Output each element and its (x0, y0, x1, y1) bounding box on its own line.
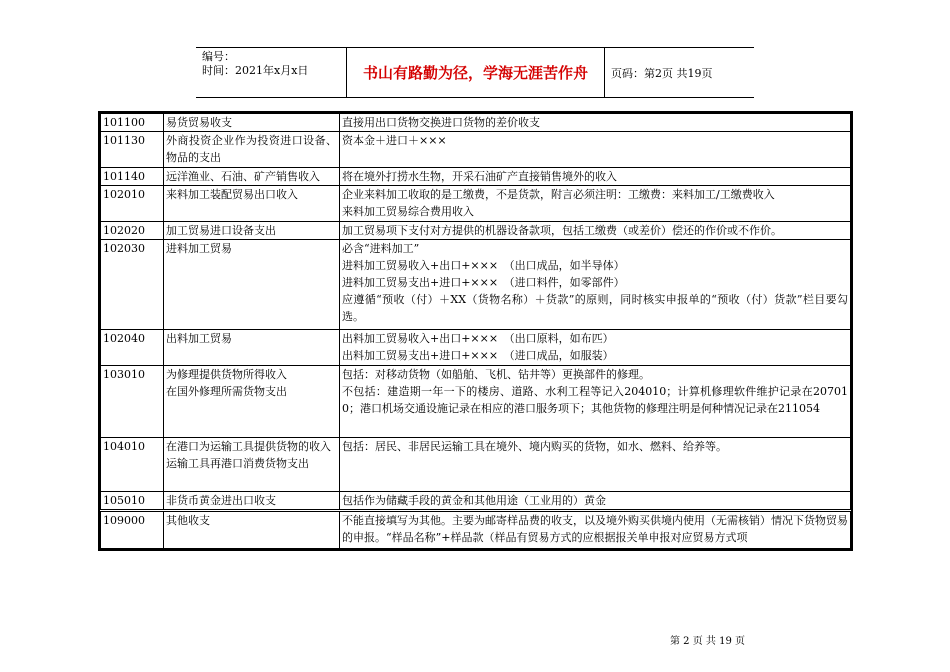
table-row (101, 511, 851, 549)
name-cell: 加工贸易进口设备支出 (164, 222, 340, 240)
name-cell: 出料加工贸易 (164, 330, 340, 366)
table-row (101, 132, 851, 168)
code-cell: 102020 (101, 222, 164, 240)
desc-cell: 企业来料加工收取的是工缴费，不是货款，附言必须注明：工缴费：来料加工/工缴费收入 来料加工贸易综合费用收入 (340, 186, 851, 222)
code-cell: 101140 (101, 168, 164, 186)
code-table (100, 113, 851, 549)
name-cell: 易货贸易收支 (164, 114, 340, 132)
desc-cell: 资本金＋进口＋××× (340, 132, 851, 168)
table-row (101, 186, 851, 222)
name-cell: 为修理提供货物所得收入 在国外修理所需货物支出 (164, 366, 340, 438)
desc-cell: 包括作为储藏手段的黄金和其他用途（工业用的）黄金 (340, 492, 851, 511)
table-row (101, 438, 851, 492)
table-row (101, 330, 851, 366)
desc-cell: 出料加工贸易收入+出口+××× （出口原料，如布匹） 出料加工贸易支出+进口+××× （进口成品，如服装） (340, 330, 851, 366)
code-cell: 102030 (101, 240, 164, 330)
desc-cell: 包括：居民、非居民运输工具在境外、境内购买的货物，如水、燃料、给养等。 (340, 438, 851, 492)
table-row (101, 366, 851, 438)
name-cell: 来料加工装配贸易出口收入 (164, 186, 340, 222)
table-row (101, 114, 851, 132)
code-cell: 104010 (101, 438, 164, 492)
header-page-info: 页码：第2页 共19页 (611, 66, 713, 80)
header-motto: 书山有路勤为径，学海无涯苦作舟 (346, 48, 605, 97)
code-cell: 101100 (101, 114, 164, 132)
table-row (101, 492, 851, 511)
desc-cell: 必含“进料加工” 进料加工贸易收入+出口+××× （出口成品，如半导体） 进料加工贸易支出+进口+××× （进口料件，如零部件） 应遵循“预收（付）＋XX（货物名称）＋货款”的原则，同时核实申报单的“预收（付）货款”栏目要勾选。 (340, 240, 851, 330)
header-number-label: 编号： (202, 50, 235, 63)
code-cell: 109000 (101, 511, 164, 549)
code-cell: 103010 (101, 366, 164, 438)
name-cell: 非货币黄金进出口收支 (164, 492, 340, 511)
table-row (101, 222, 851, 240)
desc-cell: 不能直接填写为其他。主要为邮寄样品费的收支，以及境外购买供境内使用（无需核销）情况下货物贸易的申报。“样品名称”+样品款（样品有贸易方式的应根据报关单申报对应贸易方式项 (340, 511, 851, 549)
table-row (101, 168, 851, 186)
desc-cell: 将在境外打捞水生物，开采石油矿产直接销售境外的收入 (340, 168, 851, 186)
desc-cell: 包括：对移动货物（如船舶、飞机、钻井等）更换部件的修理。 不包括：建造期一年一下的楼房、道路、水利工程等记入204010；计算机修理软件维护记录在207010；港口机场交通设施记录在相应的港口服务项下；其他货物的修理注明是何种情况记录在211054 (340, 366, 851, 438)
page-footer: 第 2 页 共 19 页 (670, 636, 745, 647)
name-cell: 外商投资企业作为投资进口设备、物品的支出 (164, 132, 340, 168)
header-time-label: 时间：2021年x月x日 (202, 64, 309, 77)
code-cell: 102040 (101, 330, 164, 366)
header-left (196, 48, 346, 97)
table-row (101, 240, 851, 330)
name-cell: 在港口为运输工具提供货物的收入 运输工具再港口消费货物支出 (164, 438, 340, 492)
code-cell: 102010 (101, 186, 164, 222)
desc-cell: 直接用出口货物交换进口货物的差价收支 (340, 114, 851, 132)
desc-cell: 加工贸易项下支付对方提供的机器设备款项，包括工缴费（或差价）偿还的作价或不作价。 (340, 222, 851, 240)
name-cell: 进料加工贸易 (164, 240, 340, 330)
code-cell: 101130 (101, 132, 164, 168)
code-cell: 105010 (101, 492, 164, 511)
name-cell: 远洋渔业、石油、矿产销售收入 (164, 168, 340, 186)
name-cell: 其他收支 (164, 511, 340, 549)
page-header (196, 47, 754, 98)
